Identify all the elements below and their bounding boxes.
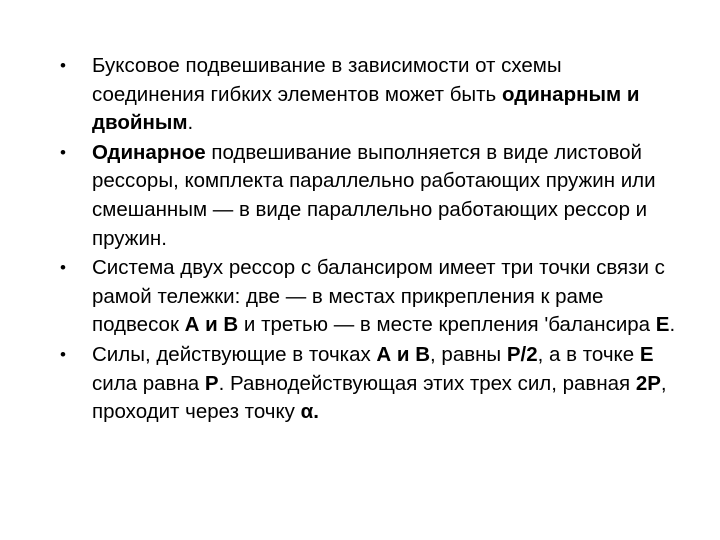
bullet-text [92, 54, 639, 134]
text-run: Буксовое подвешивание в зависимости от схемы соединения гибких элементов может быть [92, 54, 562, 106]
text-run: Силы, действующие в точках [92, 342, 377, 366]
text-run: . [669, 313, 676, 337]
bold-text-run: α. [300, 400, 319, 424]
bullet-text [92, 343, 667, 423]
bullet-marker: • [60, 344, 66, 364]
bullet-text [92, 256, 675, 336]
text-run: и третью — в месте крепления 'балансира [238, 313, 656, 337]
bullet-item-3 [60, 254, 680, 340]
text-run: , а в точке [537, 342, 640, 366]
bold-text-run: А и В [376, 342, 431, 366]
text-run: сила равна [92, 371, 205, 395]
bullet-list [60, 52, 680, 428]
text-run: . Равнодействующая этих трех сил, равная [218, 371, 636, 395]
bullet-marker: • [60, 56, 66, 75]
bullet-text [92, 141, 656, 250]
text-run: Система двух рессор с балансиром имеет три точки связи с рамой тележки: две — в местах прикрепления к раме подвесок [92, 256, 665, 337]
bold-text-run: одинарным и двойным [92, 82, 640, 135]
bold-text-run: А и В [184, 313, 239, 337]
bullet-item-1 [60, 52, 680, 138]
bold-text-run: Е [655, 313, 670, 337]
bullet-item-2 [60, 139, 680, 253]
text-run: , проходит через точку [92, 371, 667, 424]
bold-text-run: Р/2 [506, 342, 538, 366]
text-run: подвешивание выполняется в виде листовой рессоры, комплекта параллельно работающих пружин или смешанным — в виде параллельно работающих рессор и пружин. [92, 140, 656, 250]
text-run: . [187, 111, 194, 135]
bullet-marker: • [60, 258, 66, 278]
bullet-item-4 [60, 341, 680, 427]
bold-text-run: Одинарное [92, 140, 206, 164]
bold-text-run: 2Р [635, 371, 661, 395]
bullet-marker: • [60, 142, 66, 162]
bold-text-run: Р [204, 371, 219, 395]
text-run: , равны [430, 342, 507, 366]
bold-text-run: Е [639, 342, 654, 366]
